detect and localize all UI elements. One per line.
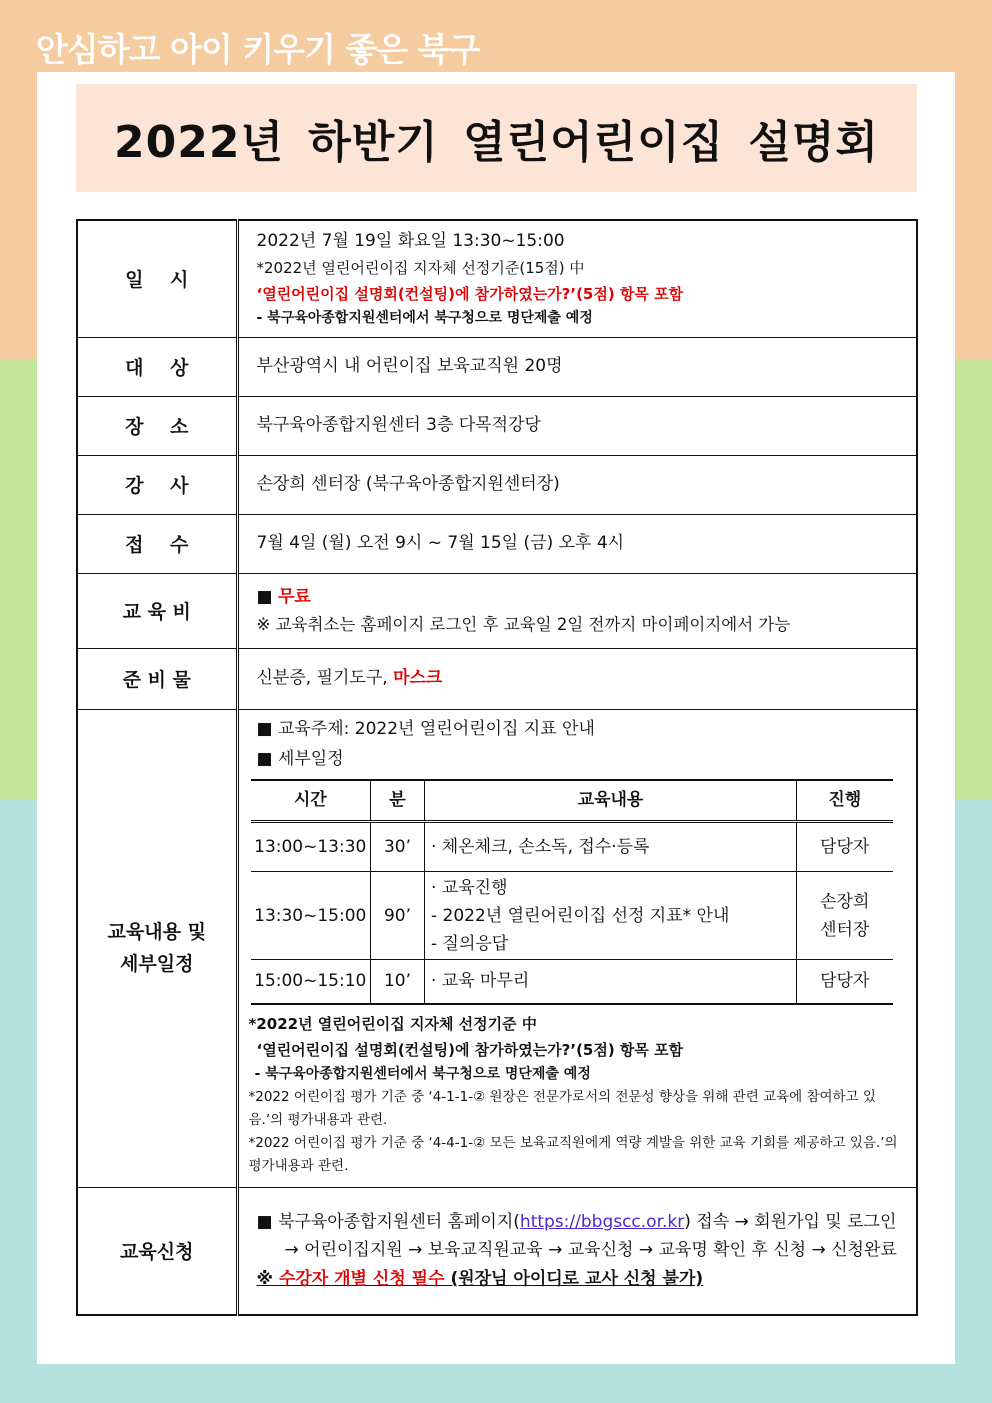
schedule-time: 13:00~13:30 <box>251 822 371 872</box>
row-datetime <box>77 220 917 337</box>
fee-line <box>257 584 903 611</box>
page-title: 2022년 하반기 열린어린이집 설명회 <box>114 117 879 168</box>
schedule-time: 13:30~15:00 <box>251 872 371 960</box>
schedule-row <box>251 872 893 960</box>
supplies-text: 신분증, 필기도구, <box>256 668 388 688</box>
label-datetime: 일 시 <box>77 220 237 337</box>
education-note1: *2022년 열린어린이집 지자체 선정기준 中 <box>248 1014 537 1033</box>
fee-note: ※ 교육취소는 홈페이지 로그인 후 교육일 2일 전까지 마이페이지에서 가능 <box>256 614 791 634</box>
schedule-host-line: 손장희 <box>820 891 870 912</box>
label-supplies: 준 비 물 <box>77 648 237 709</box>
datetime-line4: - 북구육아종합지원센터에서 북구청으로 명단제출 예정 <box>256 309 593 326</box>
label-education-line1: 교육내용 및 <box>107 921 206 943</box>
value-target: 부산광역시 내 어린이집 보육교직원 20명 <box>237 337 917 396</box>
col-host: 진행 <box>797 780 893 822</box>
application-warning <box>257 1266 903 1293</box>
schedule-content: · 교육 마무리 <box>425 960 797 1004</box>
label-education-line2: 세부일정 <box>120 953 194 975</box>
schedule-content-line: · 교육진행 <box>431 877 508 898</box>
supplies-mask: 마스크 <box>393 668 443 688</box>
label-lecturer: 강 사 <box>77 455 237 514</box>
value-application <box>237 1187 917 1315</box>
schedule-header <box>251 780 893 822</box>
row-fee <box>77 573 917 648</box>
warning-red: 수강자 개별 신청 필수 <box>278 1269 445 1290</box>
value-place: 북구육아종합지원센터 3층 다목적강당 <box>237 396 917 455</box>
fee-free: 무료 <box>277 586 311 607</box>
label-reception: 접 수 <box>77 514 237 573</box>
datetime-line2: *2022년 열린어린이집 지자체 선정기준(15점) 中 <box>256 258 585 277</box>
schedule-content <box>425 872 797 960</box>
label-application: 교육신청 <box>77 1187 237 1315</box>
schedule-host-line: 센터장 <box>820 919 870 940</box>
row-supplies <box>77 648 917 709</box>
label-education <box>77 709 237 1187</box>
schedule-minutes: 90’ <box>371 872 425 960</box>
fee-bullet: ■ <box>256 586 273 607</box>
label-target: 대 상 <box>77 337 237 396</box>
row-place <box>77 396 917 455</box>
schedule-host: 담당자 <box>797 960 893 1004</box>
education-note2: ‘열린어린이집 설명회(컨설팅)에 참가하였는가?’(5점) 항목 포함 <box>256 1040 684 1059</box>
row-reception <box>77 514 917 573</box>
schedule-host: 담당자 <box>797 822 893 872</box>
datetime-line3: ‘열린어린이집 설명회(컨설팅)에 참가하였는가?’(5점) 항목 포함 <box>256 284 684 303</box>
value-education <box>237 709 917 1187</box>
application-steps <box>257 1208 903 1264</box>
schedule-table <box>251 779 893 1005</box>
row-lecturer <box>77 455 917 514</box>
education-schedule-title: ■ 세부일정 <box>256 748 344 769</box>
warning-mark: ※ <box>256 1269 274 1290</box>
label-fee: 교 육 비 <box>77 573 237 648</box>
info-table <box>76 219 918 1316</box>
value-supplies <box>237 648 917 709</box>
schedule-host <box>797 872 893 960</box>
value-fee <box>237 573 917 648</box>
schedule-content: · 체온체크, 손소독, 접수·등록 <box>425 822 797 872</box>
schedule-minutes: 10’ <box>371 960 425 1004</box>
value-lecturer: 손장희 센터장 (북구육아종합지원센터장) <box>237 455 917 514</box>
col-minutes: 분 <box>371 780 425 822</box>
schedule-time: 15:00~15:10 <box>251 960 371 1004</box>
schedule-content-line: - 2022년 열린어린이집 선정 지표* 안내 <box>431 905 730 926</box>
row-education <box>77 709 917 1187</box>
row-target <box>77 337 917 396</box>
slogan: 안심하고 아이 키우기 좋은 북구 <box>36 30 480 69</box>
application-text-after: ) 접속 → 회원가입 및 로그인 → 어린이집지원 → 보육교직원교육 → 교육신청 → 교육명 확인 후 신청 → 신청완료 <box>284 1212 897 1261</box>
education-note4: *2022 어린이집 평가 기준 중 ‘4-1-1-② 원장은 전문가로서의 전문성 향상을 위해 관련 교육에 참여하고 있음.’의 평가내용과 관련. <box>248 1088 876 1128</box>
education-notes <box>249 1011 903 1178</box>
col-time: 시간 <box>251 780 371 822</box>
schedule-row <box>251 960 893 1004</box>
schedule-minutes: 30’ <box>371 822 425 872</box>
value-datetime <box>237 220 917 337</box>
datetime-line1: 2022년 7월 19일 화요일 13:30~15:00 <box>256 230 565 251</box>
education-note5: *2022 어린이집 평가 기준 중 ‘4-4-1-② 모든 보육교직원에게 역량 계발을 위한 교육 기회를 제공하고 있음.’의 평가내용과 관련. <box>248 1134 898 1174</box>
warning-rest: (원장님 아이디로 교사 신청 불가) <box>450 1269 704 1290</box>
schedule-content-line: - 질의응답 <box>431 933 509 954</box>
education-topic: ■ 교육주제: 2022년 열린어린이집 지표 안내 <box>256 718 595 739</box>
title-box <box>76 84 917 192</box>
row-application <box>77 1187 917 1315</box>
application-bullet: ■ <box>256 1212 273 1233</box>
col-content: 교육내용 <box>425 780 797 822</box>
value-reception: 7월 4일 (월) 오전 9시 ~ 7월 15일 (금) 오후 4시 <box>237 514 917 573</box>
homepage-link[interactable]: https://bbgscc.or.kr <box>519 1212 685 1233</box>
education-note3: - 북구육아종합지원센터에서 북구청으로 명단제출 예정 <box>254 1065 591 1082</box>
application-text-before: 북구육아종합지원센터 홈페이지( <box>277 1212 520 1233</box>
schedule-row <box>251 822 893 872</box>
label-place: 장 소 <box>77 396 237 455</box>
